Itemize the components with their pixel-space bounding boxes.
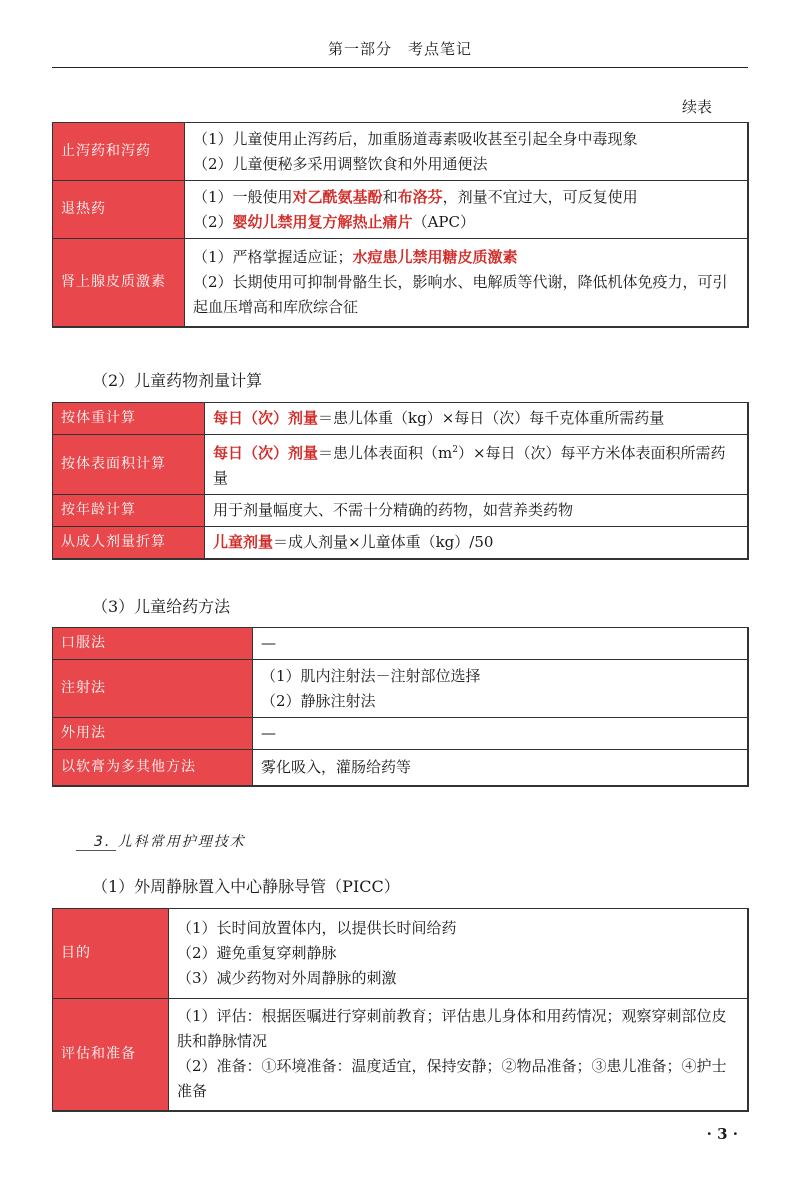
row-content: （1）评估：根据医嘱进行穿刺前教育；评估患儿身体和用药情况；观察穿刺部位皮肤和静脉情况 （2）准备：①环境准备：温度适宜，保持安静；②物品准备；③患儿准备；④护士准备 [169,999,749,1111]
row-content: （1）严格掌握适应证；水痘患儿禁用糖皮质激素 （2）长期使用可抑制骨骼生长，影响水、电解质等代谢，降低机体免疫力，可引起血压增高和库欣综合征 [185,239,749,327]
section-title: 3. 儿科常用护理技术 [94,834,246,850]
page-header: 第一部分 考点笔记 [327,40,472,58]
row-content: 每日（次）剂量＝患儿体表面积$(m^2)\times$每日（次）每平方米体表面积所需药量 [205,435,749,495]
row-label: 注射法 [53,660,253,718]
header-rule [52,67,748,68]
row-label: 肾上腺皮质激素 [53,239,185,327]
row-label: 按体重计算 [53,403,205,435]
row-label: 目的 [53,909,169,999]
row-label: 按体表面积计算 [53,435,205,495]
row-content: 用于剂量幅度大、不需十分精确的药物，如营养类药物 [205,495,749,527]
table-row [53,181,749,239]
row-content: — [253,718,749,750]
continued-label: 续表 [681,98,712,116]
picc-table [52,908,749,1112]
row-content: 每日（次）剂量＝患儿体重（kg）×每日（次）每千克体重所需药量 [205,403,749,435]
table-row [53,628,749,660]
row-label: 以软膏为多其他方法 [53,750,253,786]
section-heading: （1）外周静脉置入中心静脉导管（PICC） [92,877,400,896]
row-content: （1）儿童使用止泻药后，加重肠道毒素吸收甚至引起全身中毒现象 （2）儿童便秘多采用调整饮食和外用通便法 [185,123,749,181]
table-row [53,527,749,560]
row-label: 退热药 [53,181,185,239]
row-content: — [253,628,749,660]
table-row [53,909,749,999]
section-heading: （2）儿童药物剂量计算 [92,371,263,390]
row-label: 评估和准备 [53,999,169,1111]
row-content: （1）一般使用对乙酰氨基酚和布洛芬，剂量不宜过大，可反复使用 （2）婴幼儿禁用复方解热止痛片（APC） [185,181,749,239]
table-row [53,239,749,327]
table-row [53,660,749,718]
dosage-table [52,402,749,560]
page-number: · 3 · [706,1125,738,1143]
table-row [53,123,749,181]
section-heading: （3）儿童给药方法 [92,597,231,616]
row-label: 口服法 [53,628,253,660]
table-row [53,435,749,495]
row-content: （1）长时间放置体内，以提供长时间给药 （2）避免重复穿刺静脉 （3）减少药物对外周静脉的刺激 [169,909,749,999]
table-row [53,999,749,1111]
row-content: 儿童剂量＝成人剂量×儿童体重（kg）/50 [205,527,749,560]
drug-table [52,122,749,328]
table-row [53,718,749,750]
table-row [53,403,749,435]
row-content: 雾化吸入，灌肠给药等 [253,750,749,786]
table-row [53,750,749,786]
administration-table [52,627,749,787]
row-content: （1）肌内注射法－注射部位选择 （2）静脉注射法 [253,660,749,718]
section-underline [76,850,116,851]
row-label: 从成人剂量折算 [53,527,205,560]
row-label: 按年龄计算 [53,495,205,527]
table-row [53,495,749,527]
row-label: 外用法 [53,718,253,750]
row-label: 止泻药和泻药 [53,123,185,181]
